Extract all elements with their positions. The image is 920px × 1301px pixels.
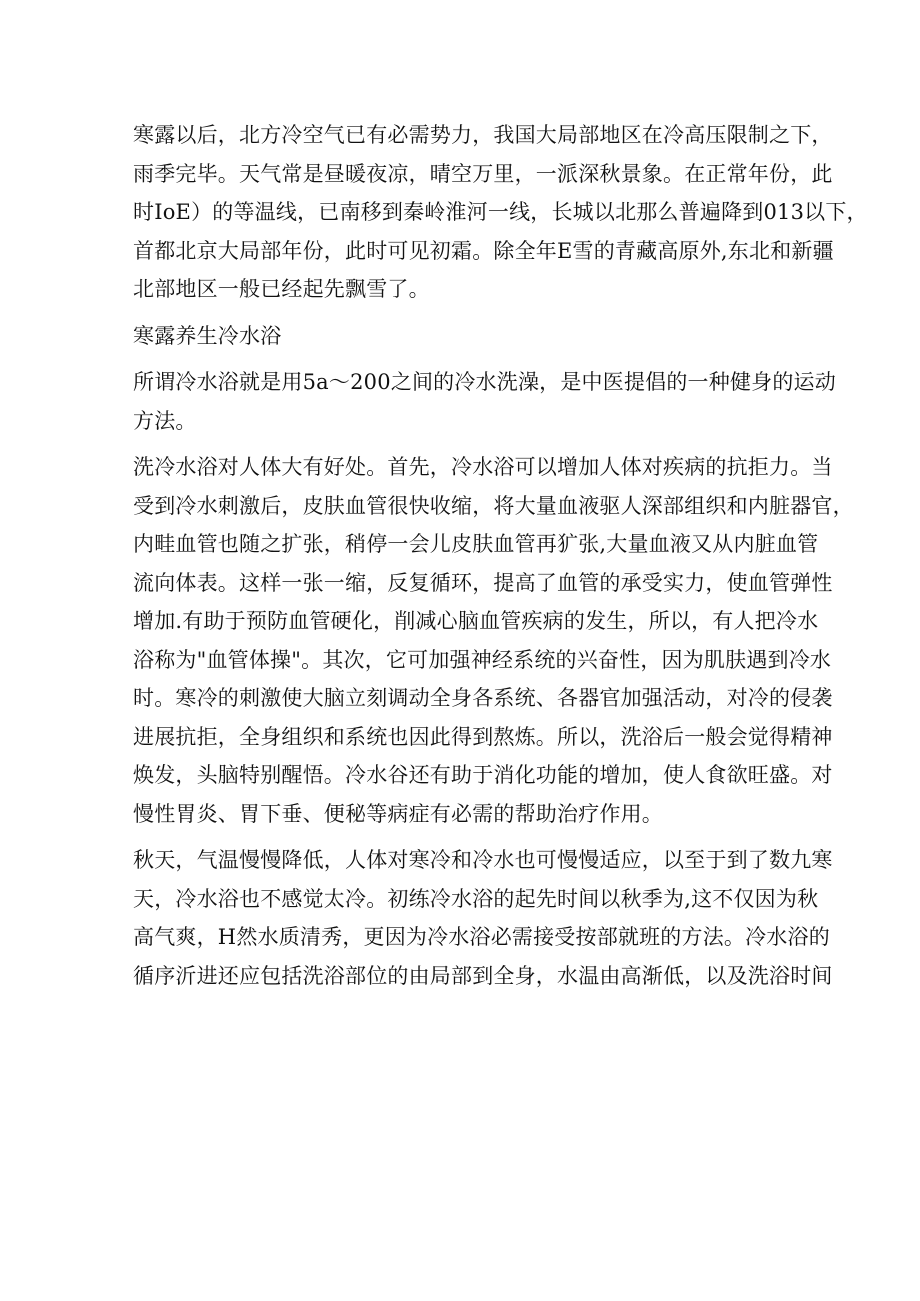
text-line: 内畦血管也随之扩张，稍停一会儿皮肤血管再犷张,大量血液又从内脏血管 [133,532,819,556]
text-line: 增加.有助于预防血管硬化，削减心脑血管疾病的发生，所以，有人把冷水 [133,609,819,633]
text-line: 受到冷水刺激后，皮肤血管很快收缩，将大量血液驱人深部组织和内脏器官， [133,493,854,518]
text-line: 天，冷水浴也不感觉太冷。初练冷水浴的起先时间以秋季为,这不仅因为秋 [133,886,819,911]
text-line: 焕发，头脑特别醒悟。冷水谷还有助于消化功能的增加，使人食欲旺盛。对 [133,763,833,787]
text-line: 时。寒冷的刺激使大脑立刻调动全身各系统、各器官加强活动，对冷的侵袭 [133,686,833,710]
text-line: 洗冷水浴对人体大有好处。首先，冷水浴可以增加人体对疾病的抗拒力。当 [133,455,833,479]
text-line: 秋天，气温慢慢降低，人体对寒冷和冷水也可慢慢适应，以至于到了数九寒 [133,848,833,872]
text-line: 高气爽，H然水质清秀，更因为冷水浴必需接受按部就班的方法。冷水浴的 [133,925,830,949]
text-line: 首都北京大局部年份，此时可见初霜。除全年E雪的青藏高原外,东北和新疆 [133,238,834,263]
section-heading: 寒露养生冷水浴 [133,323,282,348]
document-body [133,116,868,1003]
paragraph-definition [133,363,836,440]
text-line: 浴称为"血管体操"。其次，它可加强神经系统的兴奋性，因为肌肤遇到冷水 [133,647,832,672]
text-line: 寒露以后，北方冷空气已有必需势力，我国大局部地区在冷高压限制之下， [133,123,833,147]
text-line: 北部地区一般已经起先飘雪了。 [133,277,430,301]
paragraph-intro [133,116,868,309]
text-line: 所谓冷水浴就是用5a～200之间的冷水洗澡，是中医提倡的一种健身的运动 [133,370,836,394]
text-line: 流向体表。这样一张一缩，反复循环，提高了血管的承受实力，使血管弹性 [133,570,833,595]
text-line: 雨季完毕。天气常是昼暖夜凉，晴空万里，一派深秋景象。在正常年份，此 [133,161,833,186]
paragraph-benefits [133,448,854,833]
text-line: 循序沂进还应包括洗浴部位的由局部到全身，水温由高渐低，以及洗浴时间 [133,963,833,988]
text-line: 时IoE）的等温线，已南移到秦岭淮河一线，长城以北那么普遍降到013以下， [133,200,868,224]
text-line: 方法。 [133,408,197,433]
paragraph-autumn [133,841,833,995]
text-line: 慢性胃炎、胃下垂、便秘等病症有必需的帮助治疗作用。 [133,801,663,826]
text-line: 进展抗拒，全身组织和系统也因此得到熬炼。所以，洗浴后一般会觉得精神 [133,724,833,749]
